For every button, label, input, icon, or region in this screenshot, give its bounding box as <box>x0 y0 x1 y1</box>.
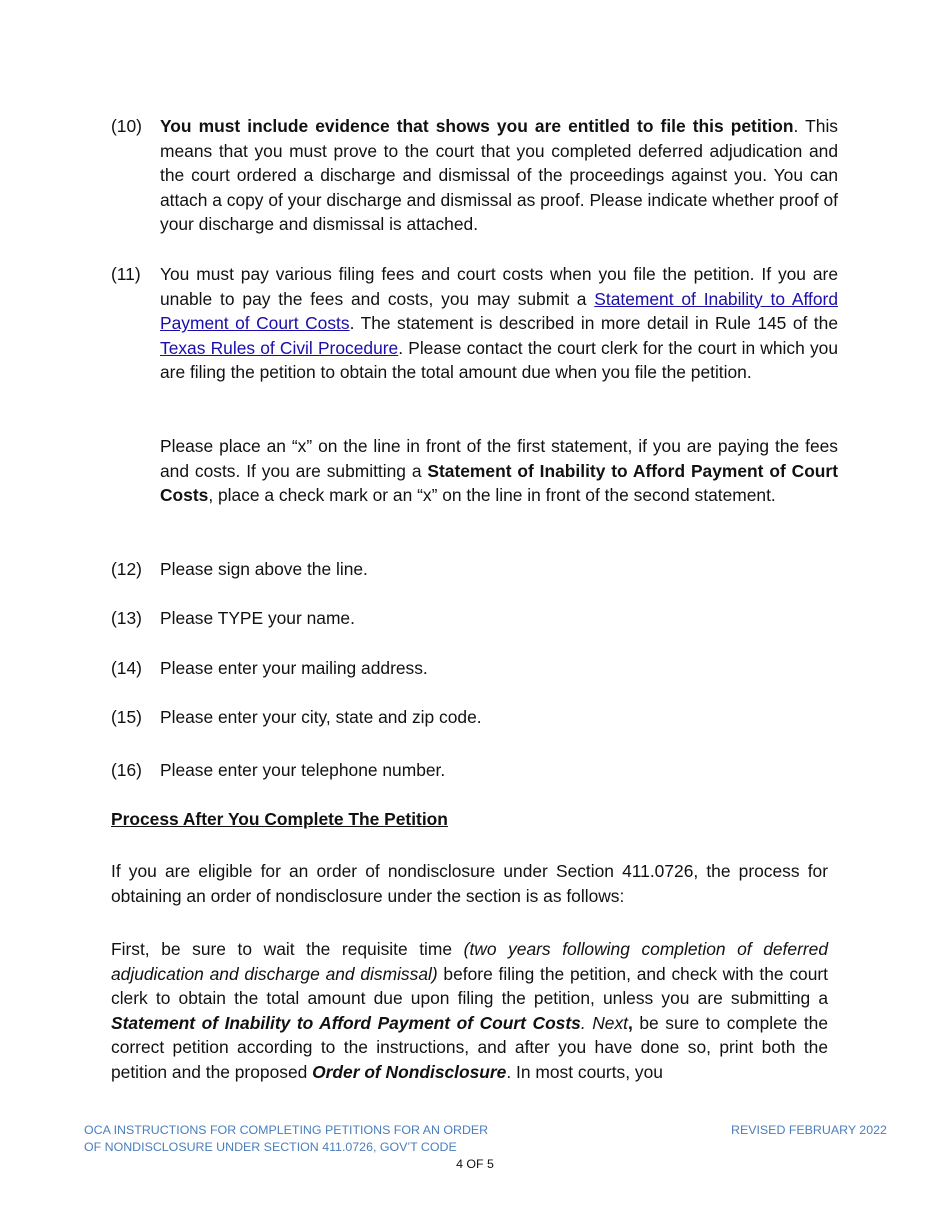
footer-title-line-1: OCA INSTRUCTIONS FOR COMPLETING PETITIONS FOR AN ORDER <box>84 1123 489 1137</box>
item-number: (12) <box>111 559 142 579</box>
item-text: Please enter your city, state and zip code. <box>160 707 482 727</box>
item-text: . The statement is described in more detail in Rule 145 of the <box>349 313 838 334</box>
item-text: You must pay various filing fees and court costs when you file the petition. If you are unable to pay the fees and costs, you may submit a <box>160 264 838 309</box>
item-text: . This means that you must prove to the court that you completed deferred adjudication and the court ordered a discharge and dismissal of the proceedings against you. You can attach a copy of your discharge and dismissal as proof. Please indicate whether proof of your discharge and dismissal is attached. <box>160 116 839 235</box>
process-paragraph-2: First, be sure to wait the requisite time (two years following completion of deferred adjudication and discharge and dismissal) before filing the petition, and check with the court clerk to obtain the total amount due upon filing the petition, unless you are submitting a Statement of Inability to Afford Payment of Court Costs. Next, be sure to complete the correct petition according to the instructions, and after you have done so, print both the petition and the proposed Order of Nondisclosure. In most courts, you <box>111 939 829 1082</box>
italic-text: (two years following completion of deferred adjudication and discharge and dismissal) <box>111 939 828 984</box>
item-number: (11) <box>111 264 141 284</box>
item-number: (13) <box>111 608 142 628</box>
instruction-item-15 <box>111 705 838 730</box>
item-number: (15) <box>111 707 142 727</box>
instruction-item-14 <box>111 656 838 681</box>
instruction-item-11 <box>111 262 838 385</box>
item-body <box>160 114 838 237</box>
page-number: 4 OF 5 <box>456 1157 494 1171</box>
item-text: Please TYPE your name. <box>160 608 355 628</box>
instruction-item-13 <box>111 606 838 631</box>
statement-bold: Statement of Inability to Afford Payment of Court Costs <box>160 460 838 506</box>
instruction-item-10 <box>111 114 838 237</box>
statement-of-inability-link[interactable]: Statement of Inability to Afford Payment of Court Costs <box>160 288 838 334</box>
order-bold-italic: Order of Nondisclosure <box>312 1061 507 1082</box>
item-text: Please enter your telephone number. <box>160 760 446 780</box>
footer-title <box>84 1122 488 1156</box>
item-number: (14) <box>111 658 142 678</box>
section-heading: Process After You Complete The Petition <box>111 809 448 829</box>
item-number: (10) <box>111 116 142 136</box>
footer-revision: REVISED FEBRUARY 2022 <box>731 1123 887 1137</box>
item-text: Please enter your mailing address. <box>160 658 428 678</box>
item-bold-text: You must include evidence that shows you are entitled to file this petition <box>160 116 794 136</box>
item-number: (16) <box>111 760 142 780</box>
item-body <box>160 262 838 385</box>
fee-instruction-paragraph: Please place an “x” on the line in front of the first statement, if you are paying the fees and costs. If you are submitting a Statement of Inability to Afford Payment of Court Costs, place a check mark or an “x” on the line in front of the second statement. <box>160 436 838 506</box>
instruction-item-16 <box>111 758 838 783</box>
item-text: Please sign above the line. <box>160 559 368 579</box>
statement-bold-italic: Statement of Inability to Afford Payment of Court Costs <box>111 1012 581 1033</box>
item-text: . Please contact the court clerk for the court in which you are filing the petition to obtain the total amount due when you file the petition. <box>160 337 838 383</box>
process-paragraph-1: If you are eligible for an order of nondisclosure under Section 411.0726, the process for obtaining an order of nondisclosure under the section is as follows: <box>111 861 828 906</box>
texas-rules-civil-procedure-link[interactable]: Texas Rules of Civil Procedure <box>160 337 399 358</box>
instruction-item-12 <box>111 557 838 582</box>
footer-title-line-2: OF NONDISCLOSURE UNDER SECTION 411.0726, GOV’T CODE <box>84 1140 457 1154</box>
